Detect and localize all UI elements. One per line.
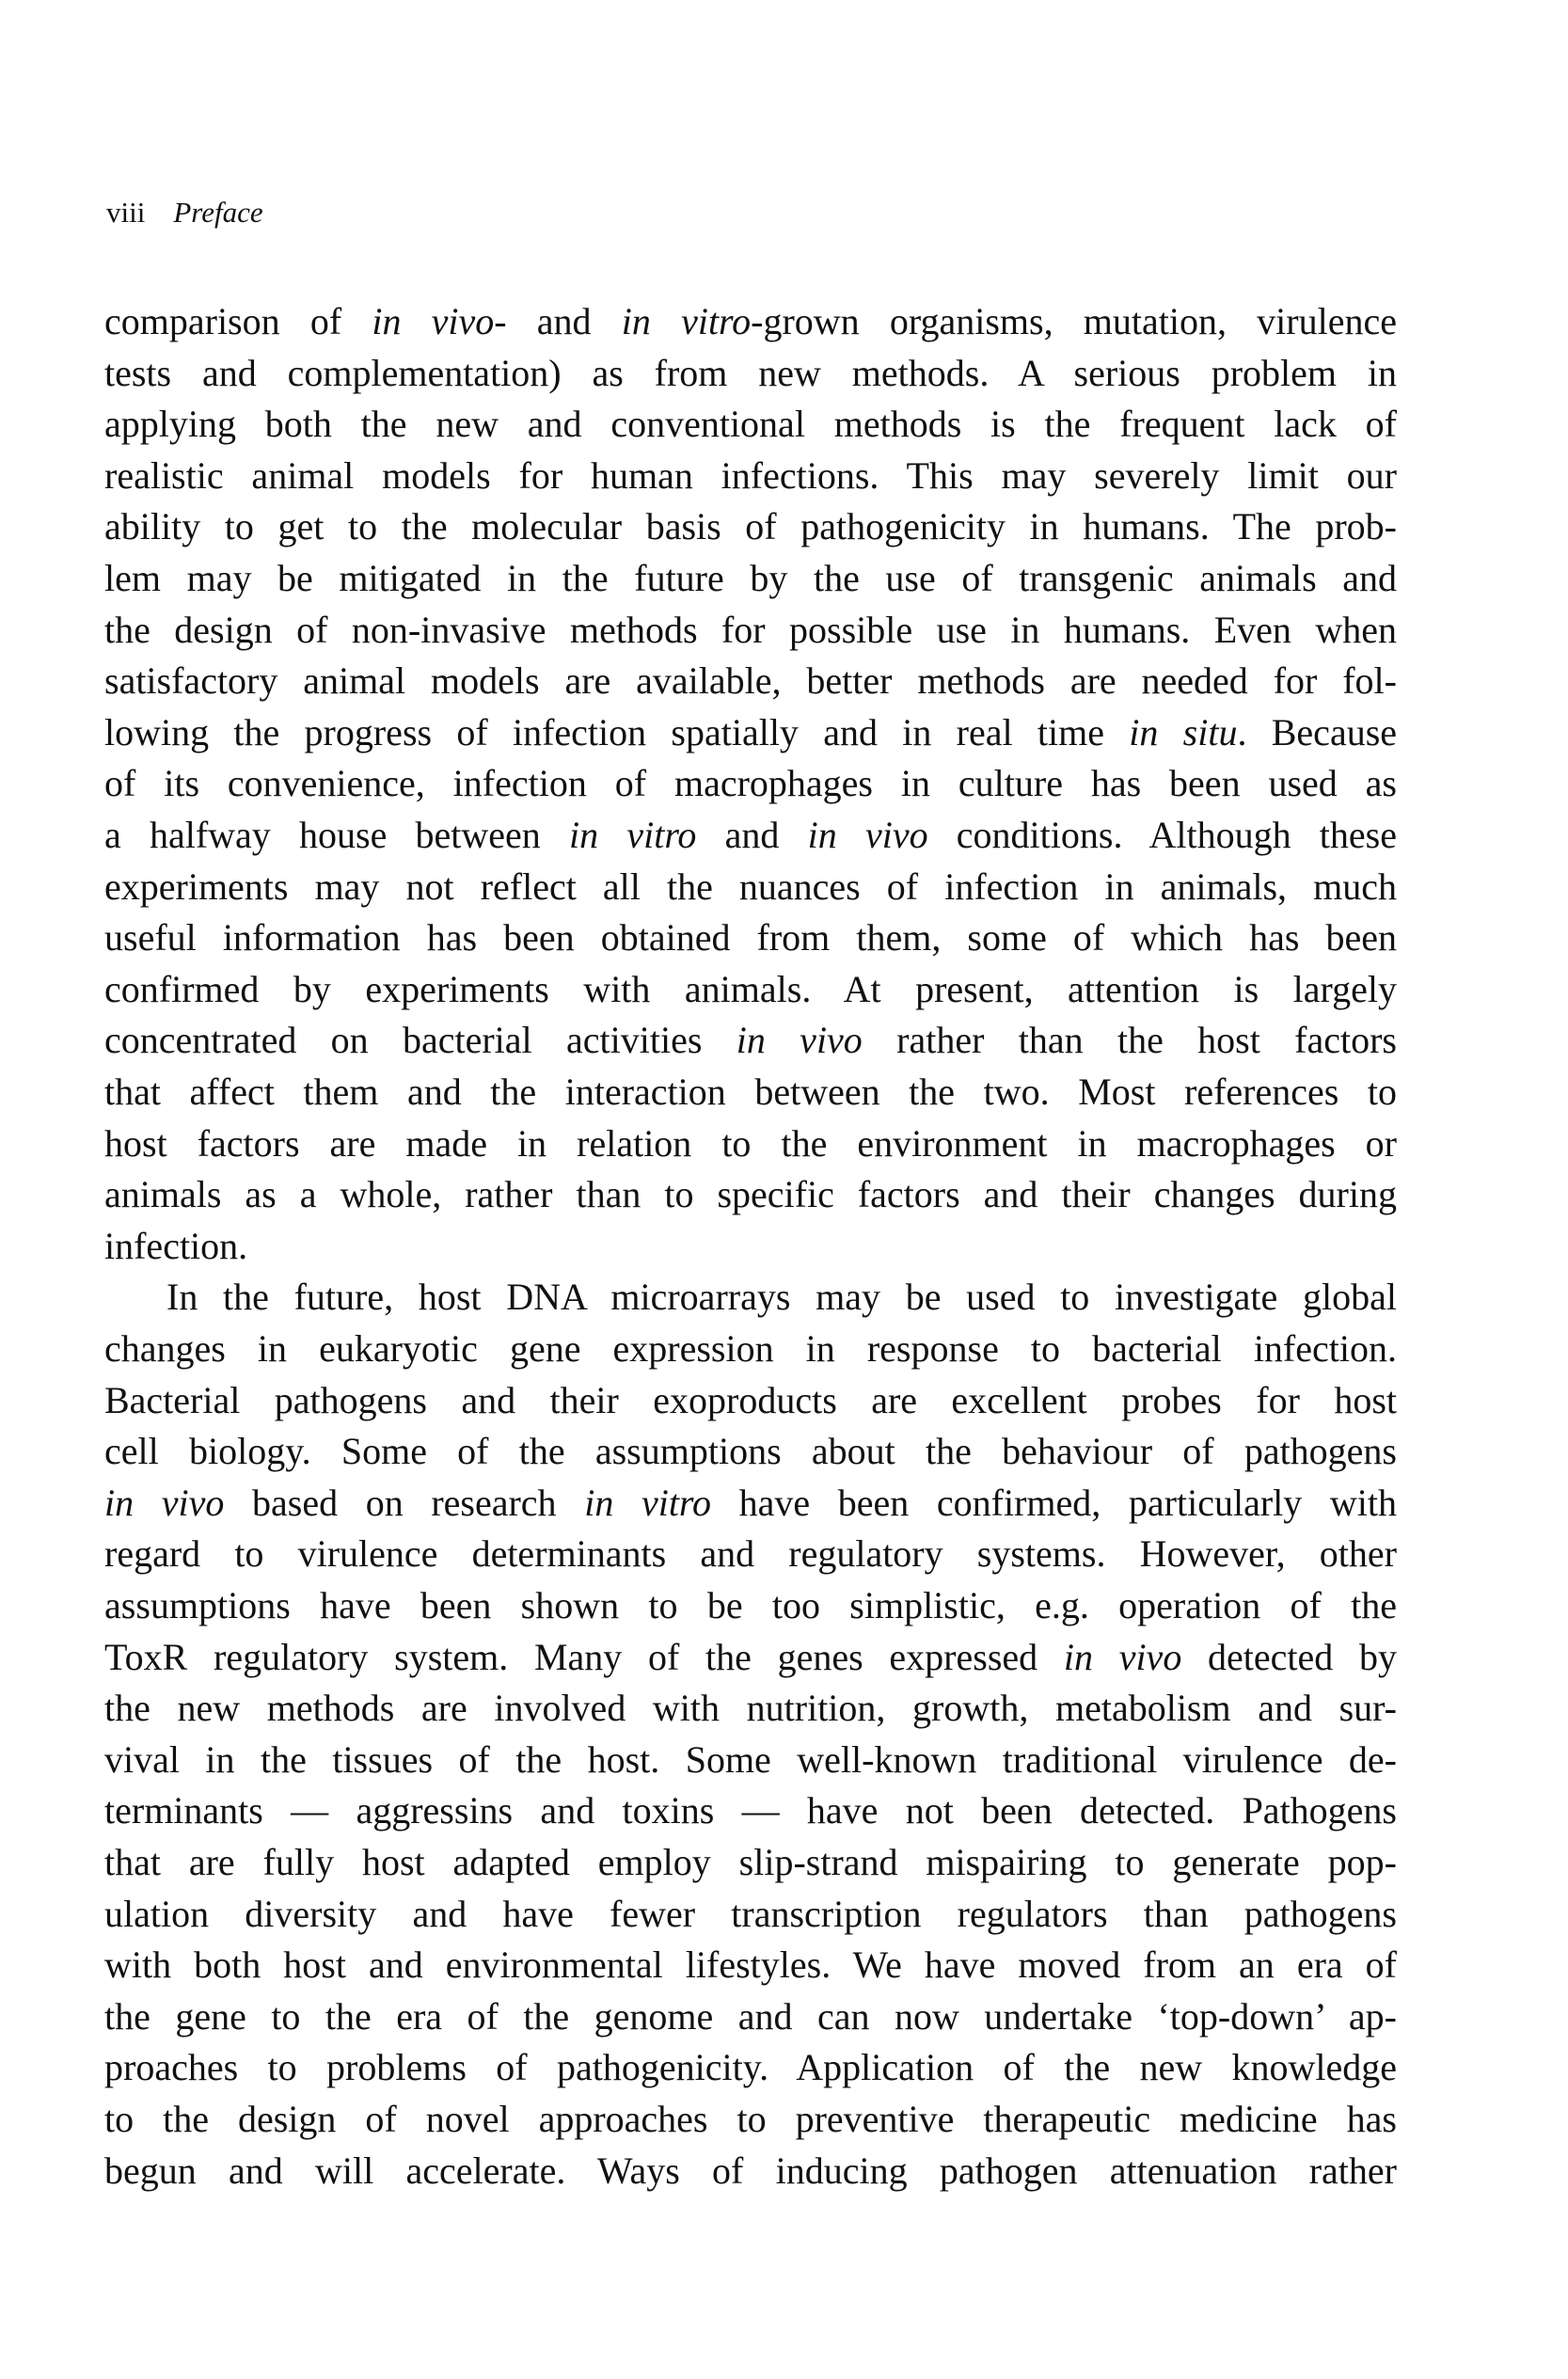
text-line — [104, 1014, 1397, 1066]
text-line — [104, 1990, 1397, 2042]
text-line — [104, 1888, 1397, 1940]
text-run: ability to get to the molecular basis of pathogenicity in humans. The prob- — [104, 505, 1397, 548]
italic-text: in vivo — [1063, 1635, 1182, 1678]
text-line — [104, 347, 1397, 399]
text-line — [104, 1682, 1397, 1734]
text-run: vival in the tissues of the host. Some well-known traditional virulence de- — [104, 1737, 1397, 1781]
text-run: -grown organisms, mutation, virulence — [751, 300, 1397, 342]
text-run: the design of non-invasive methods for possible use in humans. Even when — [104, 608, 1397, 651]
text-run: cell biology. Some of the assumptions about the behaviour of pathogens — [104, 1430, 1397, 1473]
text-line — [104, 1118, 1397, 1169]
text-line — [104, 500, 1397, 552]
italic-text: in vitro — [621, 300, 752, 342]
text-line — [104, 1631, 1397, 1683]
text-run: In the future, host DNA microarrays may be used to investigate global — [166, 1276, 1397, 1319]
text-line — [104, 1323, 1397, 1374]
text-run: satisfactory animal models are available, better methods are needed for fol- — [104, 659, 1397, 703]
text-run: confirmed by experiments with animals. At present, attention is largely — [104, 967, 1397, 1010]
text-run: and — [696, 814, 808, 856]
text-line — [104, 963, 1397, 1015]
text-line — [104, 1579, 1397, 1631]
italic-text: in vivo — [807, 814, 928, 856]
text-line — [104, 912, 1397, 963]
text-line — [104, 1425, 1397, 1477]
text-line — [104, 1939, 1397, 1990]
text-line — [104, 706, 1397, 758]
text-run: useful information has been obtained from them, some of which has been — [104, 916, 1397, 960]
italic-text: in vivo — [736, 1019, 863, 1062]
text-line — [104, 2041, 1397, 2093]
text-run: regard to virulence determinants and regulatory systems. However, other — [104, 1532, 1397, 1576]
text-run: terminants — aggressins and toxins — have not been detected. Pathogens — [104, 1789, 1397, 1832]
page-number: viii — [106, 196, 146, 229]
text-line — [104, 1734, 1397, 1785]
text-line — [104, 655, 1397, 706]
text-run: of its convenience, infection of macrophages in culture has been used as — [104, 762, 1397, 805]
text-line — [104, 1168, 1397, 1220]
text-line — [104, 1066, 1397, 1118]
text-line — [104, 2145, 1397, 2197]
text-line — [104, 1271, 1397, 1323]
text-line — [104, 809, 1397, 861]
text-run: have been confirmed, particularly with — [711, 1481, 1398, 1524]
text-line — [104, 604, 1397, 656]
italic-text: in vivo — [104, 1481, 225, 1524]
running-head — [106, 194, 263, 231]
italic-text: in vivo — [372, 300, 495, 342]
text-run: lem may be mitigated in the future by the use of transgenic animals and — [104, 557, 1397, 599]
text-run: infection. — [104, 1224, 248, 1267]
text-run: the new methods are involved with nutrition, growth, metabolism and sur- — [104, 1687, 1397, 1730]
text-run: experiments may not reflect all the nuances of infection in animals, much — [104, 864, 1397, 908]
text-run: conditions. Although these — [927, 814, 1397, 856]
text-line — [104, 1836, 1397, 1888]
text-run: Bacterial pathogens and their exoproducts are excellent probes for host — [104, 1378, 1397, 1421]
text-run: - and — [494, 300, 622, 342]
text-run: changes in eukaryotic gene expression in response to bacterial infection. — [104, 1327, 1397, 1370]
text-line — [104, 450, 1397, 501]
text-run: to the design of novel approaches to preventive therapeutic medicine has — [104, 2098, 1397, 2140]
text-line — [104, 1220, 1397, 1272]
italic-text: in vitro — [569, 814, 697, 856]
running-title: Preface — [173, 196, 263, 229]
text-run: rather than the host factors — [862, 1019, 1397, 1062]
text-run: that affect them and the interaction between the two. Most references to — [104, 1071, 1397, 1113]
text-line — [104, 552, 1397, 604]
text-run: detected by — [1181, 1635, 1397, 1678]
text-run: the gene to the era of the genome and can now undertake ‘top-down’ ap- — [104, 1994, 1397, 2038]
text-line — [104, 1784, 1397, 1836]
text-run: that are fully host adapted employ slip-strand mispairing to generate pop- — [104, 1841, 1397, 1883]
text-run: lowing the progress of infection spatially and in real time — [104, 710, 1130, 753]
text-run: . Because — [1237, 710, 1398, 753]
text-run: with both host and environmental lifestyles. We have moved from an era of — [104, 1943, 1397, 1987]
text-run: assumptions have been shown to be too simplistic, e.g. operation of the — [104, 1584, 1397, 1626]
text-run: applying both the new and conventional methods is the frequent lack of — [104, 403, 1397, 446]
text-run: ulation diversity and have fewer transcription regulators than pathogens — [104, 1892, 1397, 1935]
text-run: proaches to problems of pathogenicity. Application of the new knowledge — [104, 2046, 1397, 2089]
text-line — [104, 1477, 1397, 1529]
text-run: tests and complementation) as from new methods. A serious problem in — [104, 351, 1397, 394]
text-line — [104, 2093, 1397, 2145]
text-run: begun and will accelerate. Ways of inducing pathogen attenuation rather — [104, 2149, 1397, 2192]
text-run: comparison of — [104, 300, 372, 342]
text-line — [104, 757, 1397, 809]
text-run: concentrated on bacterial activities — [104, 1019, 736, 1062]
text-run: ToxR regulatory system. Many of the genes expressed — [104, 1635, 1064, 1678]
text-line — [104, 295, 1397, 347]
text-run: animals as a whole, rather than to specific factors and their changes during — [104, 1173, 1397, 1216]
italic-text: in vitro — [584, 1481, 712, 1524]
text-line — [104, 1374, 1397, 1426]
text-run: a halfway house between — [104, 814, 570, 856]
italic-text: in situ — [1129, 710, 1238, 753]
text-run: host factors are made in relation to the environment in macrophages or — [104, 1121, 1397, 1165]
text-line — [104, 861, 1397, 912]
text-line — [104, 1528, 1397, 1579]
text-run: based on research — [224, 1481, 585, 1524]
text-run: realistic animal models for human infections. This may severely limit our — [104, 453, 1397, 497]
text-line — [104, 398, 1397, 450]
